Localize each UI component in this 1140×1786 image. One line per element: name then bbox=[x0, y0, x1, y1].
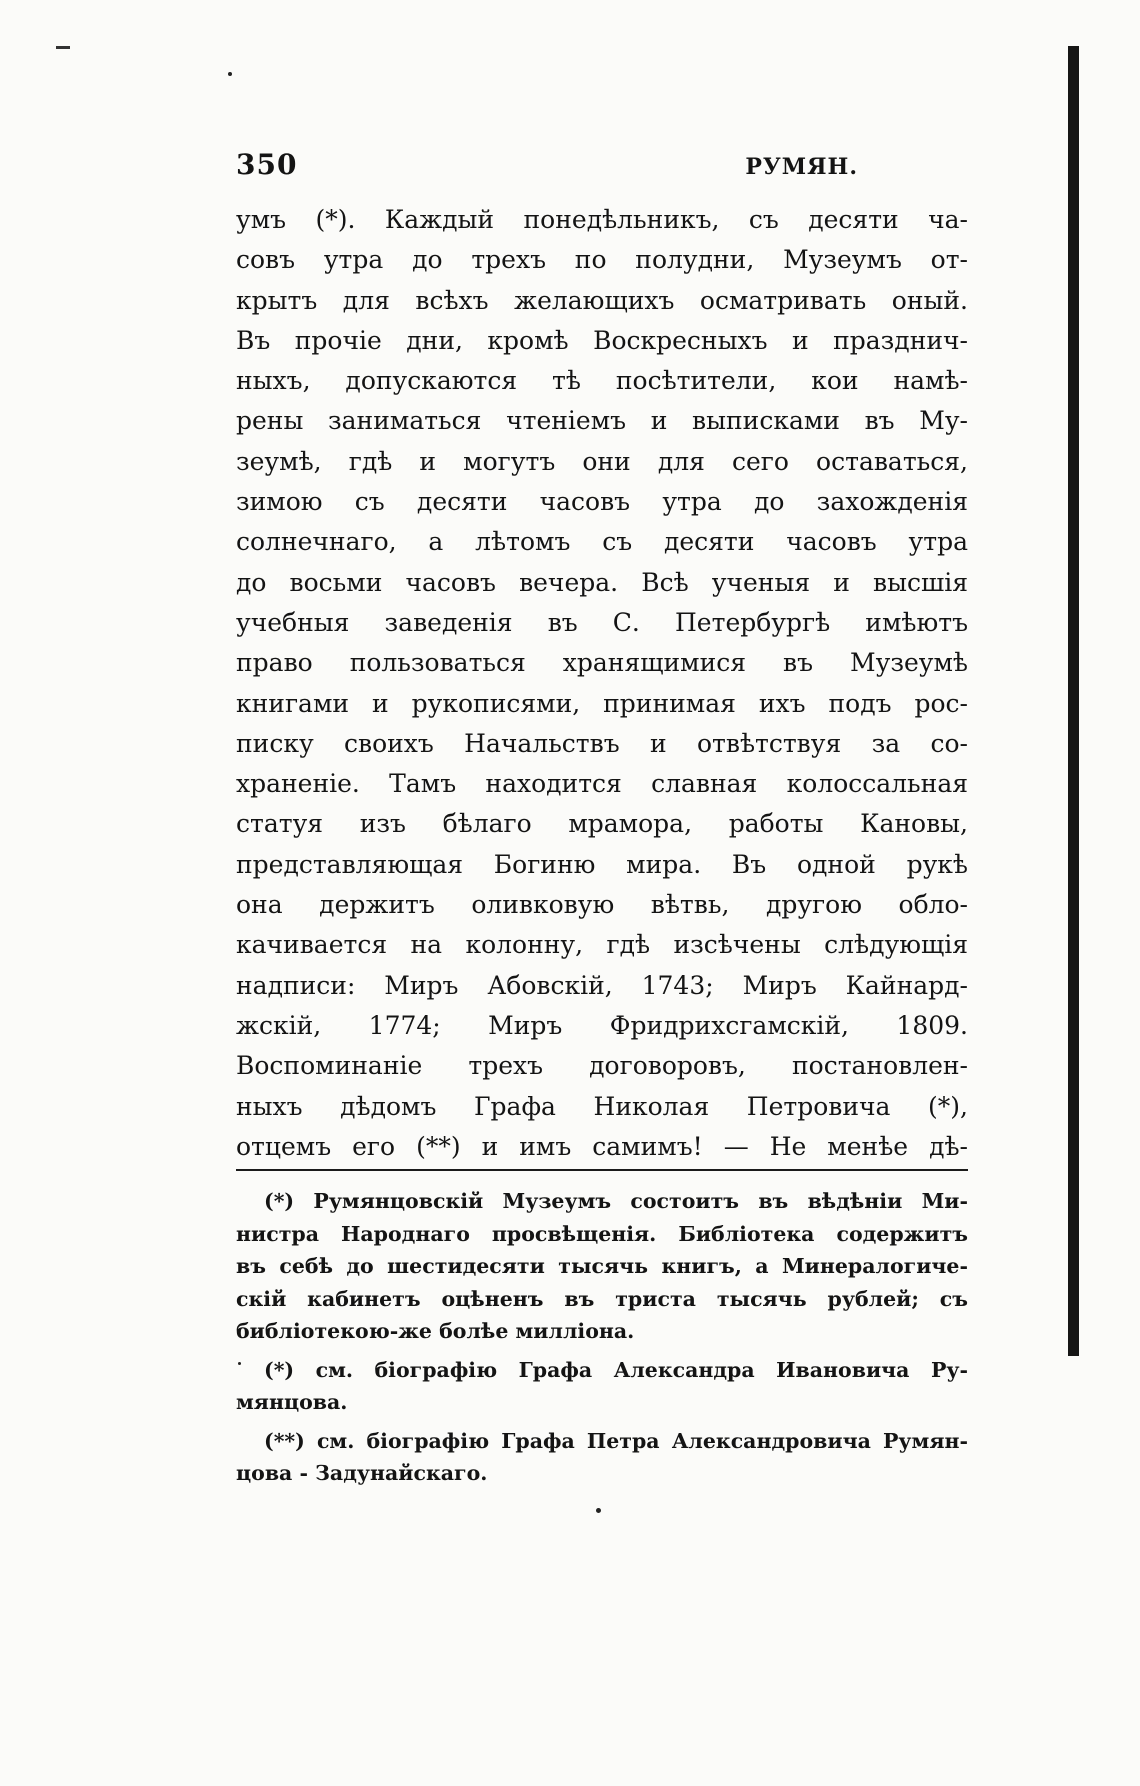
page-header bbox=[236, 148, 858, 188]
text-line: умъ (*). Каждый понедѣльникъ, съ десяти ча- bbox=[236, 205, 968, 234]
text-line: солнечнаго, а лѣтомъ съ десяти часовъ утра bbox=[236, 527, 968, 557]
footnote-line: библіотекою-же болѣе милліона. bbox=[236, 1319, 635, 1344]
text-line: писку своихъ Начальствъ и отвѣтствуя за со- bbox=[236, 728, 968, 758]
text-line: книгами и рукописями, принимая ихъ подъ рос- bbox=[236, 688, 968, 718]
scan-speck bbox=[596, 1508, 601, 1513]
text-line: надписи: Миръ Абовскій, 1743; Миръ Кайнард- bbox=[236, 970, 968, 1000]
footnote bbox=[236, 1354, 968, 1419]
text-line: до восьми часовъ вечера. Всѣ ученыя и высшія bbox=[236, 567, 968, 597]
text-line: рены заниматься чтеніемъ и выписками въ Му- bbox=[236, 406, 968, 436]
footnote-line: въ себѣ до шестидесяти тысячь книгъ, а Минералогиче- bbox=[236, 1254, 968, 1279]
footnote-line: (**) см. біографію Графа Петра Александровича Румян- bbox=[264, 1428, 968, 1453]
footnote-line: цова - Задунайскаго. bbox=[236, 1461, 488, 1486]
scan-mark bbox=[56, 46, 70, 49]
text-line: учебныя заведенія въ С. Петербургѣ имѣютъ bbox=[236, 607, 968, 637]
page-number: 350 bbox=[236, 148, 298, 181]
text-line: зимою съ десяти часовъ утра до захожденія bbox=[236, 487, 968, 517]
book-page bbox=[236, 148, 968, 1490]
footnotes bbox=[236, 1185, 968, 1490]
footnote-line: скій кабинетъ оцѣненъ въ триста тысячь рублей; съ bbox=[236, 1286, 968, 1311]
text-line: качивается на колонну, гдѣ изсѣчены слѣдующія bbox=[236, 930, 968, 960]
text-line: зеумѣ, гдѣ и могутъ они для сего оставаться, bbox=[236, 446, 968, 476]
main-text bbox=[236, 200, 968, 1167]
scan-speck bbox=[228, 72, 232, 76]
text-line: Воспоминаніе трехъ договоровъ, постановлен- bbox=[236, 1051, 968, 1081]
text-line: ныхъ дѣдомъ Графа Николая Петровича (*), bbox=[236, 1091, 968, 1121]
text-line: она держитъ оливковую вѣтвь, другою обло- bbox=[236, 890, 968, 920]
footnote-divider bbox=[236, 1169, 968, 1171]
text-line: отцемъ его (**) и имъ самимъ! — Не менѣе дѣ- bbox=[236, 1131, 968, 1161]
footnote-line: нистра Народнаго просвѣщенія. Библіотека содержитъ bbox=[236, 1221, 968, 1246]
text-line: Въ прочіе дни, кромѣ Воскресныхъ и празднич- bbox=[236, 325, 968, 355]
text-line: представляющая Богиню мира. Въ одной рукѣ bbox=[236, 849, 968, 879]
text-line: право пользоваться хранящимися въ Музеумѣ bbox=[236, 648, 968, 678]
footnote bbox=[236, 1425, 968, 1490]
scan-border-edge bbox=[1068, 46, 1079, 1356]
text-line: жскій, 1774; Миръ Фридрихсгамскій, 1809. bbox=[236, 1010, 968, 1040]
footnote-line: (*) Румянцовскій Музеумъ состоитъ въ вѣдѣніи Ми- bbox=[264, 1189, 968, 1214]
footnote-line: мянцова. bbox=[236, 1390, 348, 1415]
text-line: статуя изъ бѣлаго мрамора, работы Кановы, bbox=[236, 809, 968, 839]
running-head: РУМЯН. bbox=[745, 154, 858, 180]
text-line: совъ утра до трехъ по полудни, Музеумъ от- bbox=[236, 245, 968, 275]
footnote-line: (*) см. біографію Графа Александра Ивановича Ру- bbox=[264, 1357, 968, 1382]
text-line: ныхъ, допускаются тѣ посѣтители, кои намѣ- bbox=[236, 366, 968, 396]
text-line: храненіе. Тамъ находится славная колоссальная bbox=[236, 769, 968, 799]
footnote bbox=[236, 1185, 968, 1348]
text-line: крытъ для всѣхъ желающихъ осматривать оный. bbox=[236, 285, 968, 315]
